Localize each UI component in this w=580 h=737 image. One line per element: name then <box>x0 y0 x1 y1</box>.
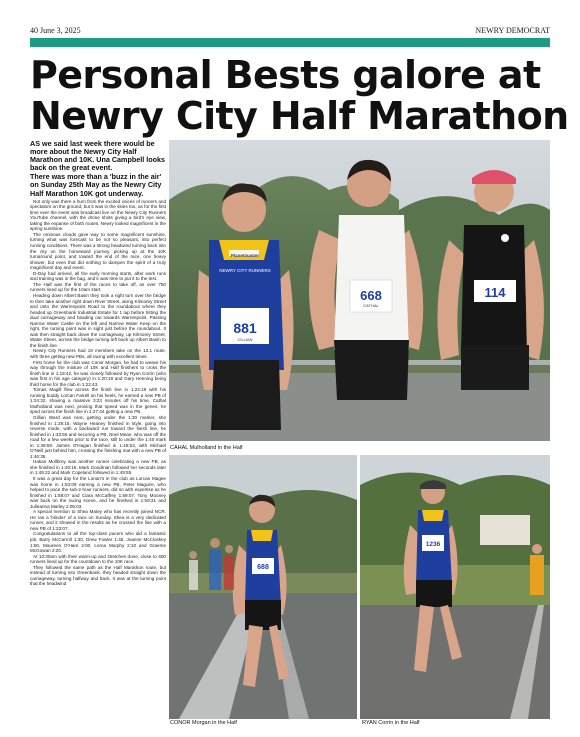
vest-club-text: NEWRY CITY RUNNERS <box>219 268 271 273</box>
headline-line-1: Personal Bests galore at <box>30 53 541 97</box>
article-paragraph: They followed the same path as the Half Marathon route, but instead of turning into Greenbank, they headed straight down the carriageway, turning halfway and back. It was at the turning point that the headwind <box>30 564 166 587</box>
main-photo-caption: CAHAL Mulholland in the Half <box>170 445 243 451</box>
header-accent-bar <box>30 38 550 47</box>
article-paragraph: Gillian Ward was next, getting under the 1:30 marker, she finished in 1:29:15. Wayne Heaney finished in style, going into reverse mode, with a backward run toward the finish line, he finished in 1:33:55 and securing a PB. Noel Mean, who was off the road for a few weeks prior to the race, still to under the 1:40 mark in 1:39:59. James O'Hagan finished in 1:45:53, with Michael O'Neill just behind him, crossing the finishing mat with a new PB of 1:46:35. <box>30 414 166 459</box>
article-column <box>30 140 166 732</box>
bib-number-left: 881 <box>233 320 257 336</box>
article-paragraph: At 10:30am with their warm-up and stretches done, close to 600 runners lined up for the countdown to the 10K race. <box>30 553 166 565</box>
page-header <box>30 26 550 38</box>
vest-sponsor-text: Planetmaster <box>230 253 260 258</box>
article-paragraph: Tomas Magill flew across the finish line in 1:24:19 with his running buddy Lorcan Farrell on his heels, he earned a new PB of 1:24:32, shaving a massive 3:23 minutes off his time. Cathal Mulholland was next, proving that speed was in the genes, he sped across the finish line in 1:27:44 getting a new PB. <box>30 387 166 415</box>
article-paragraph: A special mention to Shea Matey who has recently joined NCR. He ran a 'blinder' of a race on Sunday. Shea is a very dedicated runner, and it showed in the results as he crossed the line with a new PB of 1:23:07. <box>30 509 166 531</box>
bib-number-right: 114 <box>484 285 506 300</box>
main-photo <box>169 140 550 441</box>
article-body <box>30 199 166 587</box>
article-paragraph: First home for the club was Conor Morgan, he had to weave his way through the mixture of 10K and Half finishers to cross the finish line in 1:19:42, he was closely followed by Ryan Corrin (who was first in his age category) in 1:20:18 and Gary Henning being third home for the club in 1:22:43. <box>30 359 166 387</box>
bottom-left-photo-image <box>169 455 357 719</box>
bottom-right-caption: RYAN Corrin in the Half <box>362 720 420 726</box>
article-paragraph: Newry City Runners had 19 members take on the 13.1 route, with three getting new PBs, all racing with excellent times. <box>30 348 166 359</box>
article-paragraph: It was a great day for the Lonan's in the club as Lorcan Magee was home in 1:53:09 earning a new PB, Peter Maguire, who helped to pace the sub-2-hour runners, did so with expertise as he finished in 1:58:07 and Ciara McCaffrey 1:59:07. Tony Mooney was back on the racing scene, and he finished in 1:59:31 and Julieanna Marley 2:05:03. <box>30 476 166 509</box>
headline-line-2: Newry City Half Marathon <box>30 94 569 138</box>
bib-number-ryan: 1236 <box>425 541 441 548</box>
article-paragraph: The ominous clouds gave way to some magnificent sunshine, turning what was forecast to be not so pleasant, into perfect running conditions. There was a strong headwind turning back into the city on the homeward journey, picking up at the 10K turnaround point, and toward the end of the race, one heavy shower, but even that did nothing to dampen the spirit of a truly magnificent day and event. <box>30 231 166 271</box>
bib-number-middle: 668 <box>360 288 382 303</box>
headline <box>30 53 569 138</box>
newspaper-name: NEWRY DEMOCRAT <box>475 26 550 35</box>
bib-number-conor: 688 <box>257 564 269 571</box>
main-photo-image <box>169 140 550 441</box>
article-paragraph: Not only was there a hum from the excited voices of runners and spectators on the ground, but it was in the skies too, as for the first time ever the event was broadcast live on the Newry City Runners YouTube channel, with the drone shots giving a bird's eye view, taking the expanse of both routes. Newry looked magnificent in the spring sunshine. <box>30 198 166 232</box>
bib-name-middle: CATHAL <box>363 303 379 308</box>
bib-name-left: CILLIAN <box>237 337 253 342</box>
bottom-left-caption: CONOR Morgan in the Half <box>170 720 237 726</box>
article-intro: AS we said last week there would be more about the Newry City Half Marathon and 10K. Una Campbell looks back on the great event. <box>30 140 165 173</box>
article-standfirst: There was more than a 'buzz in the air' on Sunday 25th May as the Newry City Half Marathon 10K got underway. <box>30 172 162 198</box>
bottom-right-photo <box>360 455 550 719</box>
article-paragraph: Hakan Mollbrey was another runner celebrating a new PB, as she finished in 1:49:16. Mark Goodman followed her seconds later in 1:49:22 and Mark Copeland followed in 1:49:55. <box>30 459 166 476</box>
article-paragraph: D-Day had arrived, all the early morning starts, after work runs and training was in the bag, and it was time to put it to the test. <box>30 270 166 282</box>
article-paragraph: Heading down Albert Basin they took a right turn over the bridge to then take another right down River Street, along Kilmorey Street and onto the Warrenpoint Road to the roundabout where they headed up Greenbank Industrial Estate for 1 lap before hitting the dual carriageway and heading out towards Warrenpoint. Passing Narrow Water Castle on the left and Narrow Water Keep on the right, the turning point was in sight just before the roundabout. It was then straight back down the carriageway, up Kilmorey Street, Water Street, across the bridge turning left back up Albert Basin to the finish line. <box>30 292 166 348</box>
article-paragraph: Congratulations to all the top-class pacers who did a fantastic job. Barry McCarroll 1:30, Drew Fowler 1:45, Joanne McCloskey 1:50, Maureen O'Hare 2:00, Lorna Murphy 2:10 and Graeme McGowan 2:20. <box>30 531 166 554</box>
bottom-left-photo <box>169 455 357 719</box>
page-date-number: 40 June 3, 2025 <box>30 26 81 35</box>
article-paragraph: The Half was the first of the races to take off, as over 750 runners lined up for the 10am start. <box>30 281 166 293</box>
bottom-right-photo-image <box>360 455 550 719</box>
